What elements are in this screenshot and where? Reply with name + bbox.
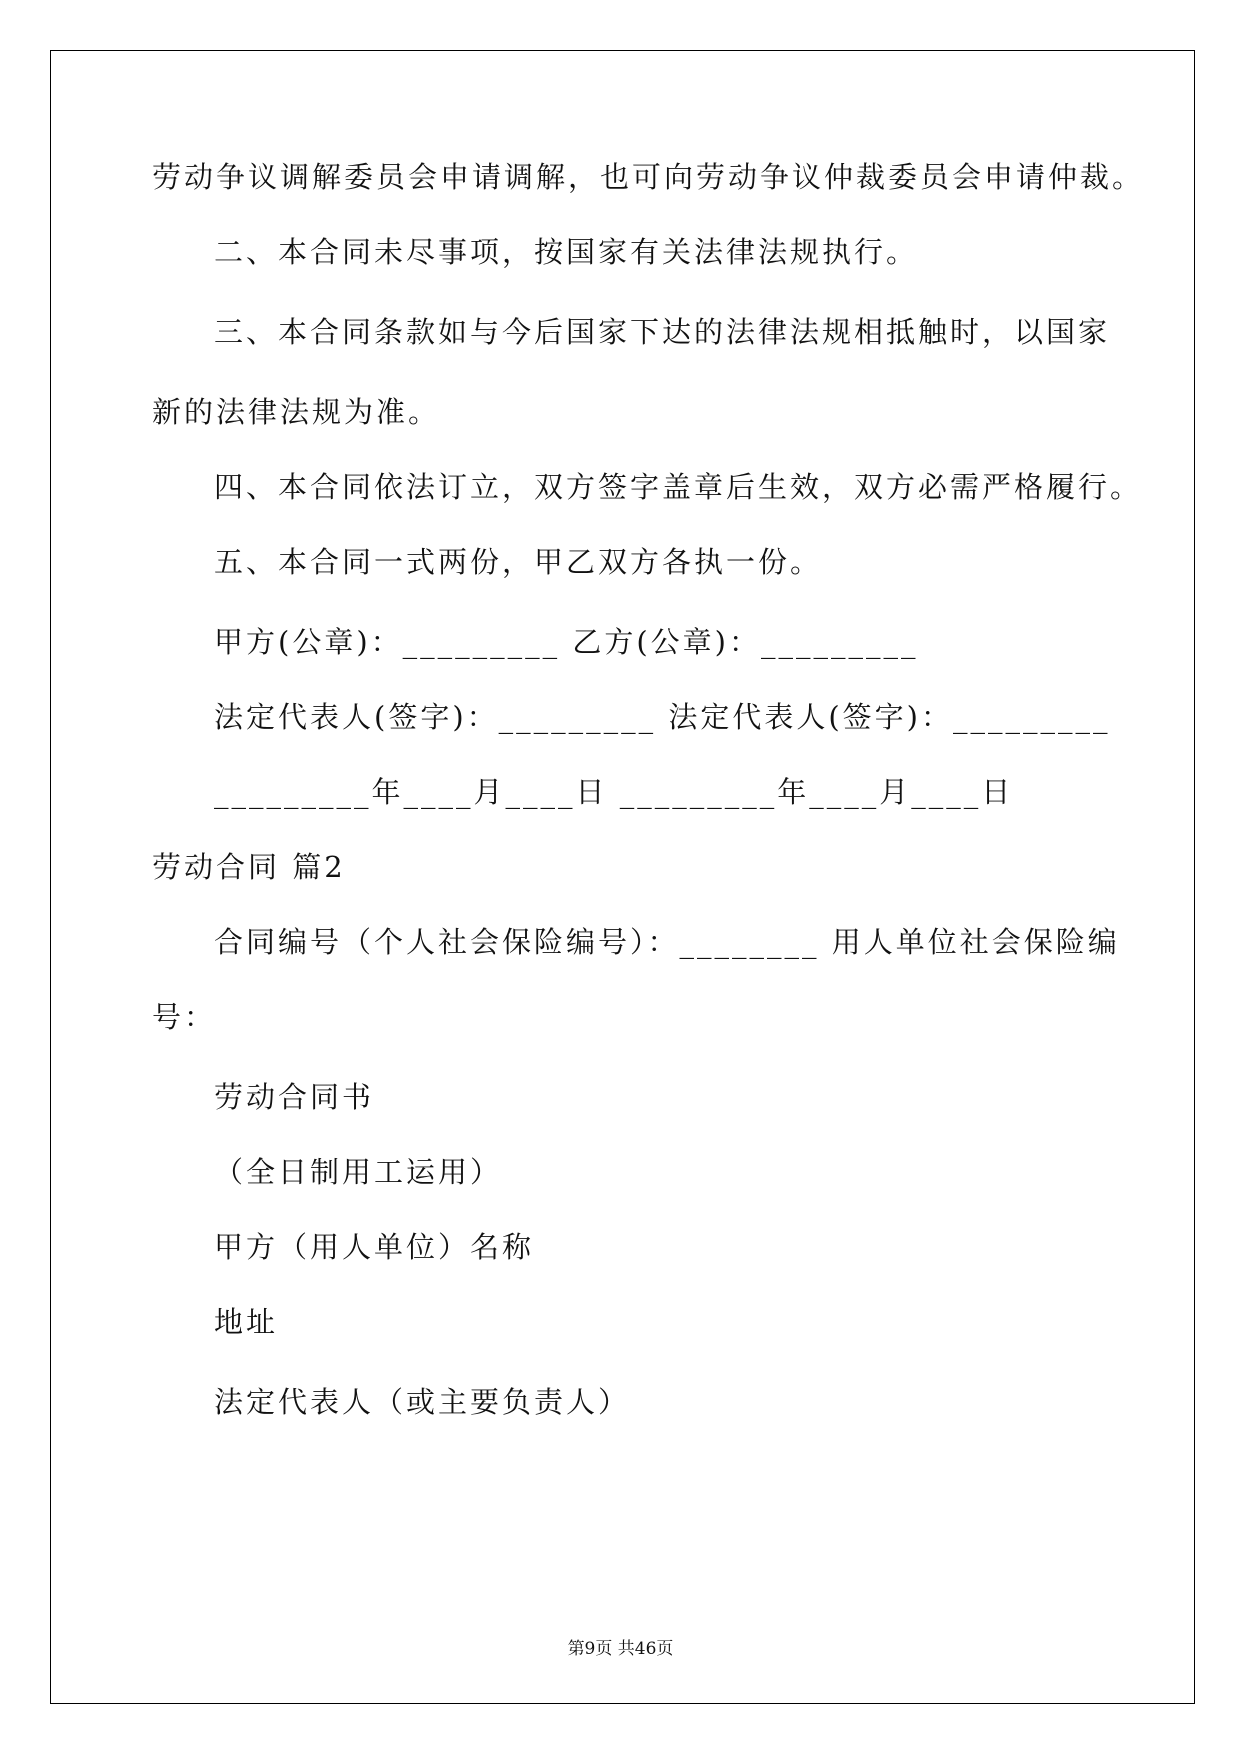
text-line-1: 劳动争议调解委员会申请调解，也可向劳动争议仲裁委员会申请仲裁。 [152,160,1145,194]
section-heading: 劳动合同 篇2 [152,850,346,884]
clause-4: 四、本合同依法订立，双方签字盖章后生效，双方必需严格履行。 [214,470,1143,504]
clause-3: 三、本合同条款如与今后国家下达的法律法规相抵触时，以国家 [214,315,1111,349]
clause-5: 五、本合同一式两份，甲乙双方各执一份。 [214,545,823,579]
employer-name-label: 甲方（用人单位）名称 [214,1230,535,1264]
clause-3-continued: 新的法律法规为准。 [152,395,441,429]
contract-number-continued: 号： [152,1000,217,1034]
signature-line: 法定代表人(签字)：_________ 法定代表人(签字)：_________ [214,700,1111,734]
contract-title: 劳动合同书 [214,1080,375,1114]
clause-2: 二、本合同未尽事项，按国家有关法律法规执行。 [214,235,919,269]
legal-representative-label: 法定代表人（或主要负责人） [214,1385,631,1419]
page-number: 第9页 共46页 [567,1639,674,1659]
address-label: 地址 [214,1305,279,1339]
contract-subtitle: （全日制用工运用） [214,1155,503,1189]
date-line: _________年____月____日 _________年____月____日 [214,775,1014,809]
contract-number-line: 合同编号（个人社会保险编号）：________ 用人单位社会保险编 [214,925,1120,959]
seal-line: 甲方(公章)：_________ 乙方(公章)：_________ [214,625,919,659]
